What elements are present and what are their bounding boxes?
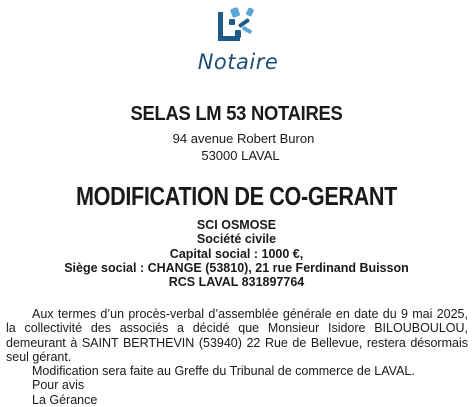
company-info-capital: Capital social : 1000 €, [169,246,304,261]
logo-wordmark: Notaire [197,50,279,74]
body-paragraph: Aux termes d’un procès-verbal d’assemblée générale en date du 9 mai 2025, la collectivité des associés a décidé que Monsieur Isidore BILOUBOULOU, demeurant à SAINT BERTHEVIN (53940) 22 Rue de Bellevue, restera désormais seul gérant. [6,307,468,364]
address-line-2: 53000 LAVAL [201,148,280,163]
company-info-name: SCI OSMOSE [196,218,277,232]
body-line-signature: La Gérance [32,392,98,407]
body-line-pour-avis: Pour avis [32,378,85,393]
notaire-emblem-icon [209,6,267,48]
company-info-seat: Siège social : CHANGE (53810), 21 rue Ferdinand Buisson [64,260,409,275]
body-line-greffe: Modification sera faite au Greffe du Tribunal de commerce de LAVAL. [32,364,415,379]
address-line-1: 94 avenue Robert Buron [172,131,315,146]
notaire-logo [183,6,293,84]
notice-body [6,307,468,407]
notice-title: MODIFICATION DE CO-GERANT [76,181,397,211]
company-info-form: Société civile [196,232,277,247]
company-info-rcs: RCS LAVAL 831897764 [168,275,305,290]
company-info [0,218,473,289]
company-name: SELAS LM 53 NOTAIRES [130,103,343,125]
